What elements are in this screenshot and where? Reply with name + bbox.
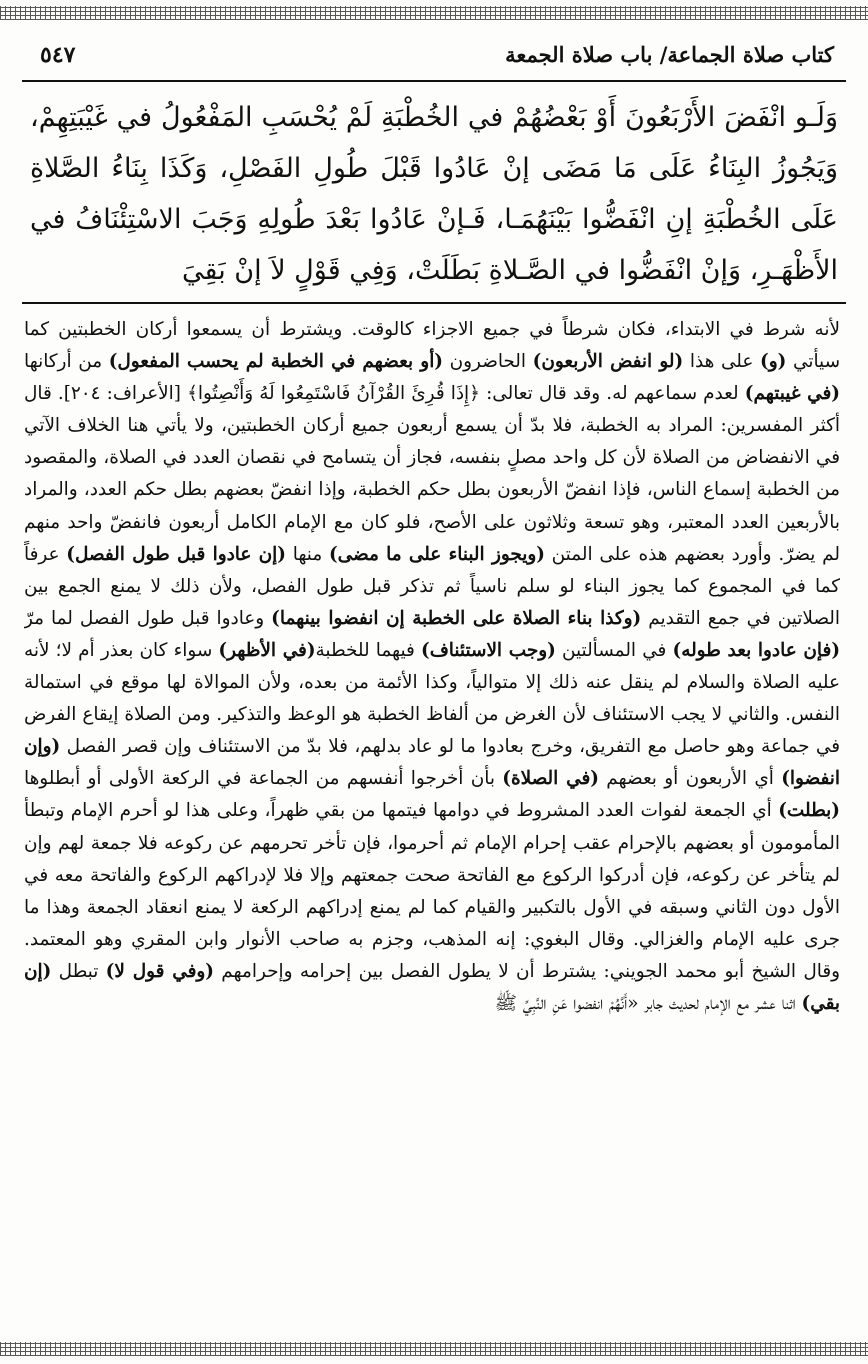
commentary-paragraph: [24, 314, 840, 1020]
commentary-text: من أركانها: [24, 351, 109, 373]
matn-quote: (ويجوز البناء على ما مضى): [328, 543, 545, 565]
matn-quote: (وكذا بناء الصلاة على الخطبة إن انفضوا بينهما): [271, 607, 642, 629]
commentary-text: عرفاً كما في المجموع كما يجوز البناء لو سلم ناسياً ثم تذكر قبل طول الفصل، ولأن ذلك لا يمنع الجمع بين الصلاتين في جمع التقديم: [24, 543, 840, 629]
matn-divider: [22, 302, 846, 304]
matn-quote: (في الصلاة): [502, 768, 599, 790]
commentary-text: سواء كان بعذر أم لا؛ لأنه عليه الصلاة والسلام لم ينقل عنه ذلك إلا متوالياً، وكذا الأئمة من بعده، ولأن الموالاة لها موقع في استمالة النفس. والثاني لا يجب الاستئناف لأن الغرض من ألفاظ الخطبة هو الوعظ والتذكير. ومن الصلاة إيقاع الفرض في جماعة وهو حاصل مع التفريق، وخرج بعادوا ما لو عاد بدلهم، فلا بدّ من الاستئناف وإن قصر الفصل: [24, 639, 840, 758]
commentary-text: اثنا عشر مع الإمام لحديث جابر «أَنَّهُمْ انفضوا عَنِ النَّبِيِّ ﷺ: [494, 992, 802, 1014]
quran-verse: ﴿إِذَا قُرِئَ القُرْآنُ فَاسْتَمِعُوا لَهُ وَأَنْصِتُوا﴾: [187, 383, 480, 405]
matn-quote: (فإن عادوا بعد طوله): [672, 639, 840, 661]
matn-quote: (أو بعضهم في الخطبة لم يحسب المفعول): [108, 351, 443, 373]
matn-quote: (وفي قول لا): [105, 960, 214, 982]
commentary-text: [24, 314, 840, 1338]
commentary-text: منها: [285, 543, 329, 565]
matn-quote: (في الأظهر): [218, 639, 316, 661]
page-number: ٥٤٧: [40, 42, 76, 68]
matn-quote: (في غيبتهم): [744, 383, 840, 405]
page-header: [26, 38, 842, 78]
header-rule: [22, 80, 846, 82]
commentary-text: أي الجمعة لفوات العدد المشروط في دوامها فيتمها من بقي ظهراً، وعلى هذا لو أحرم الإمام وتبطأ المأمومون أو بعضهم بالإحرام عقب إحرام الإمام ثم أحرموا، فإن تأخر تحرمهم عن ركوعه فلا جمعة لهم وإن لم يتأخر عن ركوعه، فإن أدركوا الركوع مع الفاتحة صحت جمعتهم وإلا فلا لإدراكهم الركوع والفاتحة معه في الأول دون الثاني وسبقه في الأول بالتكبير والقيام كما لم يمنع إدراكهم الركعة لا يمنع انعقاد الجمعة وهذا ما جرى عليه الإمام والغزالي. وقال البغوي: إنه المذهب، وجزم به صاحب الأنوار وابن المقري وهو المعتمد. وقال الشيخ أبو محمد الجويني: يشترط أن لا يطول الفصل بين إحرامه وإحرامهم: [24, 800, 840, 982]
commentary-text: على هذا: [683, 351, 761, 373]
top-border-ornament: [0, 6, 868, 20]
matn-quote: (بطلت): [778, 800, 840, 822]
commentary-text: في المسألتين: [555, 639, 673, 661]
matn-text: وَلَـو انْفَضَ الأَرْبَعُونَ أَوْ بَعْضُهُمْ في الخُطْبَةِ لَمْ يُحْسَبِ المَفْعُولُ في غَيْبَتِهِمْ، وَيَجُوزُ البِنَاءُ عَلَى مَا مَضَى إنْ عَادُوا قَبْلَ طُولِ الفَصْلِ، وَكَذَا بِنَاءُ الصَّلاةِ عَلَى الخُطْبَةِ إنِ انْفَضُّوا بَيْنَهُمَـا، فَـإنْ عَادُوا بَعْدَ طُولِهِ وَجَبَ الاسْتِئْنَافُ في الأَظْهَـرِ، وَإنْ انْفَضُّوا في الصَّـلاةِ بَطَلَتْ، وَفِي قَوْلٍ لاَ إنْ بَقِيَ: [30, 102, 838, 286]
matn-quote: (و): [760, 351, 787, 373]
matn-quote: (إن عادوا قبل طول الفصل): [66, 543, 286, 565]
running-head: كتاب صلاة الجماعة/ باب صلاة الجمعة: [505, 42, 834, 67]
matn-quote: (وجب الاستئناف): [421, 639, 556, 661]
commentary-text: [الأعراف: ٢٠٤]. قال أكثر المفسرين: المراد به الخطبة، فلا بدّ أن يسمع أربعون جميع أركان الخطبتين، ولا يأتي هنا الخلاف الآتي في الانفضاض من الصلاة لأن كل واحد مصلٍ بنفسه، فجاز أن يتسامح في نقصان العدد في الصلاة، والمقصود من الخطبة إسماع الناس، فإذا انفضّ الأربعون بطل حكم الخطبة، وإذا انفضّ بعضهم بطل حكم العدد، والمراد بالأربعين العدد المعتبر، وهو تسعة وثلاثون على الأصح، فلو كان مع الإمام الكامل أربعون فانفضّ واحد منهم لم يضرّ. وأورد بعضهم هذه على المتن: [24, 383, 840, 565]
bottom-border-ornament: [0, 1342, 868, 1356]
commentary-text: الحاضرون: [443, 351, 533, 373]
commentary-text: تبطل: [51, 960, 106, 982]
commentary-text: أي الأربعون أو بعضهم: [598, 768, 782, 790]
commentary-text: فيهما للخطبة: [315, 639, 422, 661]
commentary-text: وعادوا قبل طول الفصل لما مرّ: [24, 607, 272, 629]
matn-quote: (وإن انفضوا): [24, 736, 840, 790]
commentary-text: لعدم سماعهم له. وقد قال تعالى:: [479, 383, 745, 405]
matn-quote: (إن بقي): [24, 960, 840, 1014]
commentary-text: لأنه شرط في الابتداء، فكان شرطاً في جميع الاجزاء كالوقت. ويشترط أن يسمعوا أركان الخطبتين كما سيأتي: [24, 319, 840, 373]
commentary-text: بأن أخرجوا أنفسهم من الجماعة في الركعة الأولى أو أبطلوها: [24, 768, 503, 790]
matn-quote: (لو انفض الأربعون): [532, 351, 684, 373]
